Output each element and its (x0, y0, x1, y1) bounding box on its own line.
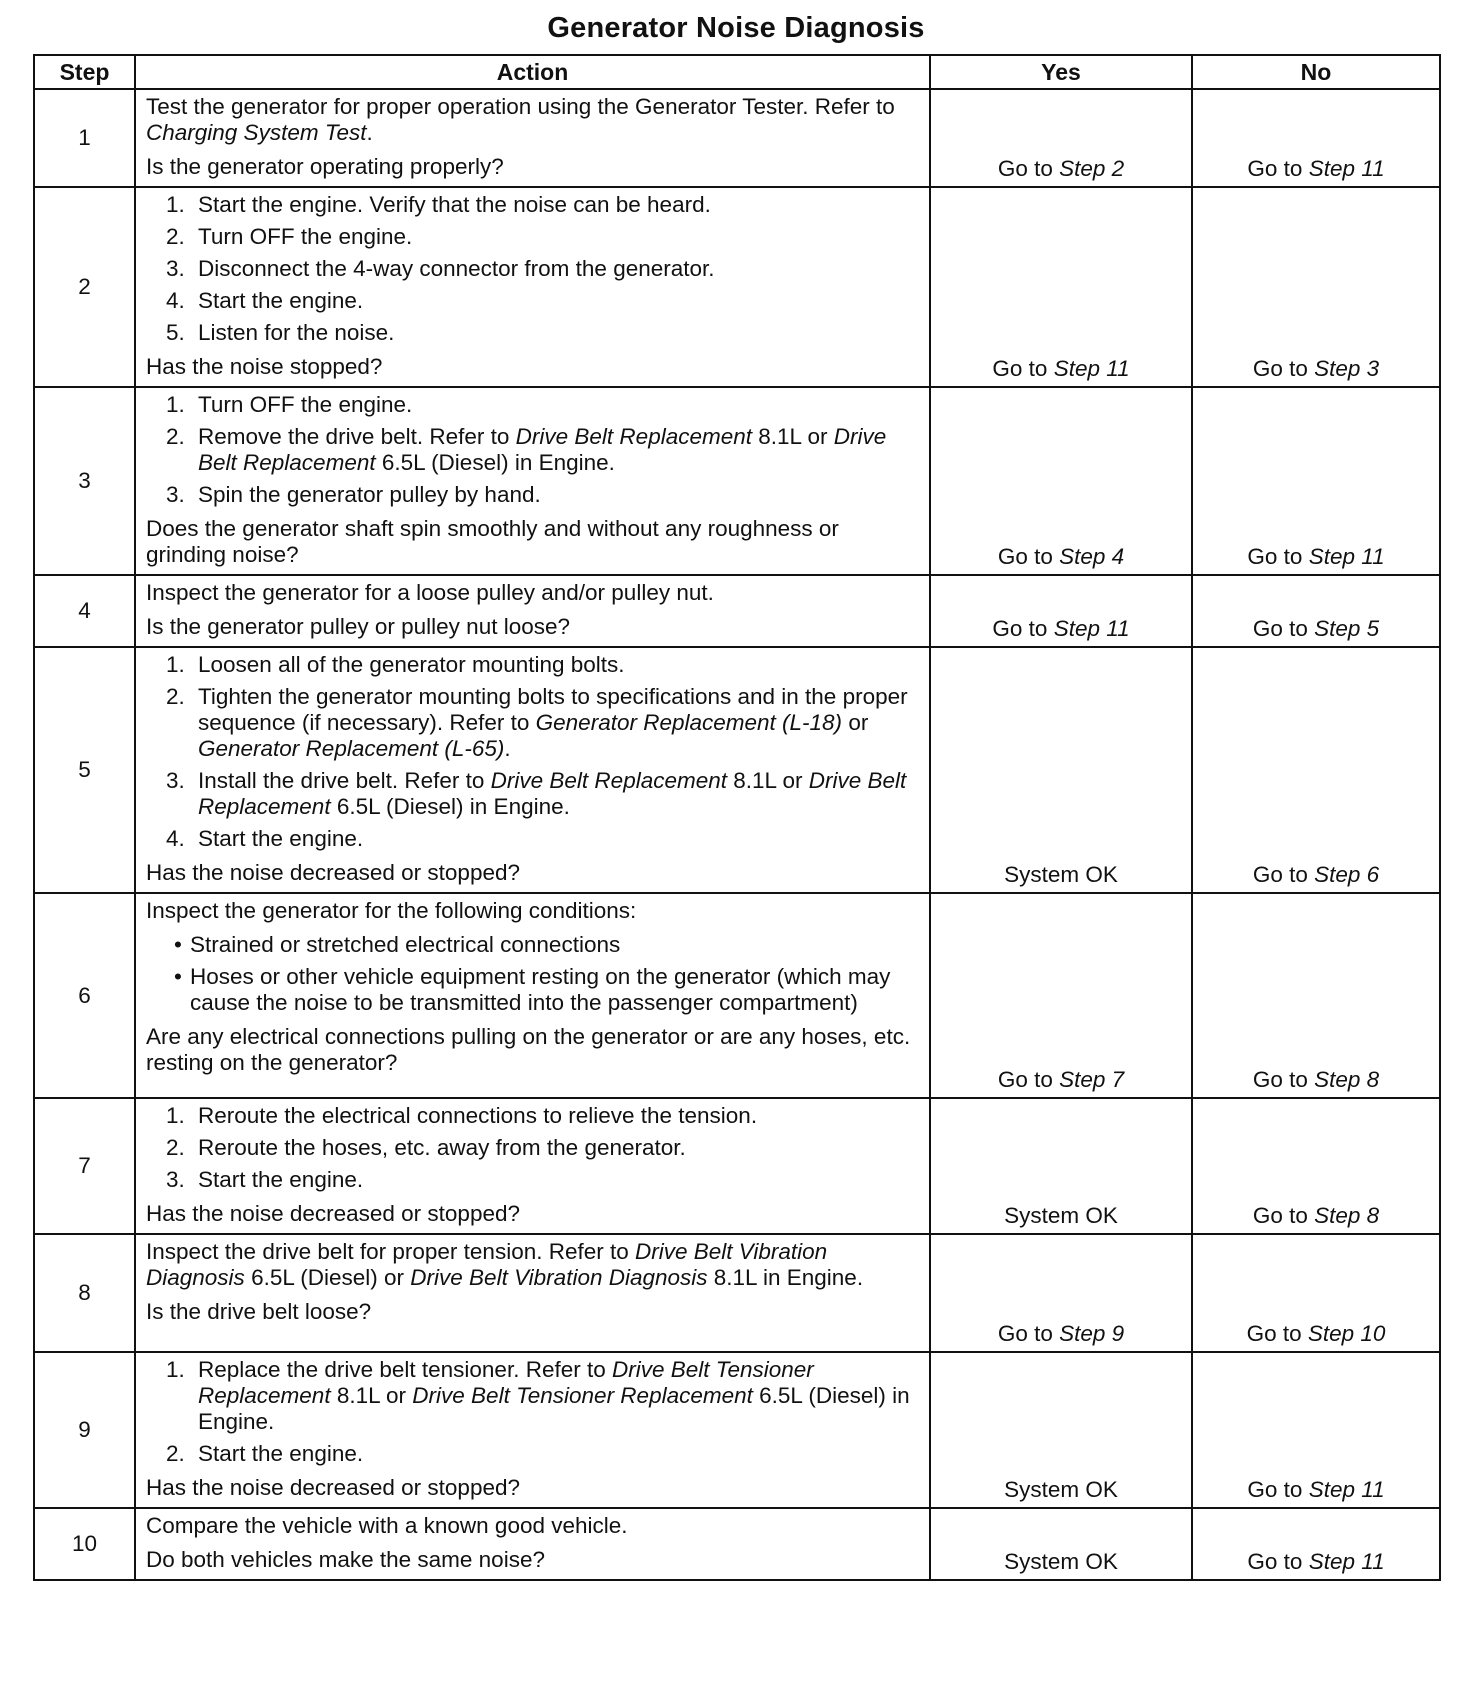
yes-result-cell (930, 1508, 1192, 1580)
item-number: 2. (166, 224, 185, 249)
action-cell (135, 1352, 930, 1508)
text-segment: Start the engine. Verify that the noise can be heard. (198, 192, 711, 217)
item-text (198, 826, 919, 852)
text-segment: Compare the vehicle with a known good vehicle. (146, 1513, 628, 1538)
text-segment: 6.5L (Diesel) in Engine. (375, 450, 615, 475)
table-body (34, 89, 1440, 1580)
item-text (198, 1357, 919, 1435)
result-prefix: Go to (997, 1067, 1060, 1092)
table-row (34, 893, 1440, 1098)
item-text (198, 256, 919, 282)
list-item (166, 1357, 919, 1435)
action-paragraph (146, 354, 919, 380)
step-reference: Step 7 (1059, 1067, 1125, 1092)
list-item (166, 652, 919, 678)
item-number: 2. (166, 424, 185, 449)
result-prefix: System OK (1004, 1549, 1118, 1574)
step-number-cell: 3 (34, 387, 135, 575)
action-cell (135, 387, 930, 575)
action-paragraph (146, 154, 919, 180)
table-row (34, 575, 1440, 647)
item-number: 1. (166, 652, 185, 677)
item-number: 3. (166, 1167, 185, 1192)
step-number-cell: 5 (34, 647, 135, 893)
step-reference: Step 11 (1308, 1549, 1385, 1574)
result-prefix: Go to (992, 616, 1054, 641)
result-prefix: Go to (997, 1321, 1060, 1346)
list-item (166, 826, 919, 852)
item-number: 3. (166, 256, 185, 281)
text-segment: Reroute the hoses, etc. away from the generator. (198, 1135, 686, 1160)
item-text (198, 1167, 919, 1193)
text-segment: or (842, 710, 869, 735)
result-prefix: Go to (997, 544, 1060, 569)
reference-text: Drive Belt Replacement (198, 768, 907, 819)
numbered-list (146, 1357, 919, 1467)
step-reference: Step 11 (1308, 156, 1385, 181)
result-prefix: Go to (1247, 544, 1309, 569)
result-prefix: Go to (1247, 1549, 1309, 1574)
no-result-cell (1192, 1352, 1440, 1508)
item-text (198, 482, 919, 508)
text-segment: 8.1L or (727, 768, 809, 793)
text-segment: Start the engine. (198, 1167, 364, 1192)
text-segment: Does the generator shaft spin smoothly and without any roughness or grinding noise? (146, 516, 839, 567)
text-segment: Are any electrical connections pulling on the generator or are any hoses, etc. resting on the generator? (146, 1024, 911, 1075)
list-item (174, 932, 919, 958)
text-segment: Tighten the generator mounting bolts to specifications and in the proper sequence (if necessary). Refer to (198, 684, 908, 735)
item-text (198, 224, 919, 250)
text-segment: 6.5L (Diesel) in Engine. (198, 1383, 910, 1434)
reference-text: Drive Belt Replacement (198, 424, 887, 475)
numbered-list (146, 392, 919, 508)
action-paragraph (146, 516, 919, 568)
list-item (166, 1441, 919, 1467)
text-segment: 6.5L (Diesel) or (244, 1265, 411, 1290)
table-row (34, 1234, 1440, 1352)
yes-result-cell (930, 89, 1192, 187)
result-prefix: Go to (1252, 862, 1315, 887)
yes-result-cell (930, 1098, 1192, 1234)
text-segment: Loosen all of the generator mounting bolts. (198, 652, 625, 677)
item-text (190, 932, 919, 958)
result-prefix: Go to (1252, 356, 1315, 381)
action-cell (135, 893, 930, 1098)
reference-text: Drive Belt Replacement (490, 768, 728, 793)
text-segment: Strained or stretched electrical connections (190, 932, 621, 957)
list-item (166, 1167, 919, 1193)
list-item (166, 192, 919, 218)
result-prefix: Go to (1252, 616, 1315, 641)
step-reference: Step 8 (1314, 1067, 1380, 1092)
table-row (34, 187, 1440, 387)
item-number: 2. (166, 1135, 185, 1160)
item-number: 1. (166, 1357, 185, 1382)
step-reference: Step 6 (1314, 862, 1380, 887)
text-segment: Replace the drive belt tensioner. Refer to (198, 1357, 612, 1382)
step-reference: Step 10 (1307, 1321, 1386, 1346)
action-paragraph (146, 1513, 919, 1539)
action-cell (135, 647, 930, 893)
item-number: 4. (166, 288, 185, 313)
text-segment: Inspect the drive belt for proper tension. Refer to (146, 1239, 636, 1264)
list-item (166, 1135, 919, 1161)
item-number: 2. (166, 684, 185, 709)
step-reference: Step 11 (1053, 356, 1130, 381)
list-item (166, 392, 919, 418)
result-prefix: Go to (1247, 156, 1309, 181)
reference-text: Drive Belt Vibration Diagnosis (146, 1239, 828, 1290)
item-text (198, 192, 919, 218)
step-reference: Step 3 (1314, 356, 1380, 381)
item-number: 5. (166, 320, 185, 345)
action-cell (135, 1508, 930, 1580)
no-result-cell (1192, 89, 1440, 187)
text-segment: . (504, 736, 511, 761)
item-text (198, 684, 919, 762)
item-number: 1. (166, 392, 185, 417)
reference-text: Generator Replacement (L-65) (198, 736, 505, 761)
step-number-cell: 6 (34, 893, 135, 1098)
item-text (190, 964, 919, 1016)
text-segment: Spin the generator pulley by hand. (198, 482, 541, 507)
text-segment: 6.5L (Diesel) in Engine. (330, 794, 570, 819)
item-number: 2. (166, 1441, 185, 1466)
text-segment: Is the drive belt loose? (146, 1299, 372, 1324)
step-number-cell: 8 (34, 1234, 135, 1352)
item-text (198, 768, 919, 820)
bullet-icon: • (174, 964, 182, 989)
list-item (166, 320, 919, 346)
reference-text: Generator Replacement (L-18) (535, 710, 843, 735)
item-number: 1. (166, 1103, 185, 1128)
no-result-cell (1192, 187, 1440, 387)
result-prefix: System OK (1004, 1203, 1118, 1228)
yes-result-cell (930, 647, 1192, 893)
action-paragraph (146, 94, 919, 146)
table-row (34, 1352, 1440, 1508)
list-item (166, 684, 919, 762)
text-segment: Do both vehicles make the same noise? (146, 1547, 545, 1572)
result-prefix: Go to (1247, 1477, 1309, 1502)
text-segment: 8.1L in Engine. (707, 1265, 864, 1290)
result-prefix: System OK (1004, 1477, 1118, 1502)
action-cell (135, 89, 930, 187)
text-segment: Disconnect the 4-way connector from the generator. (198, 256, 715, 281)
no-result-cell (1192, 1234, 1440, 1352)
header-no: No (1192, 55, 1440, 89)
text-segment: Inspect the generator for the following conditions: (146, 898, 637, 923)
result-prefix: Go to (997, 156, 1060, 181)
no-result-cell (1192, 647, 1440, 893)
action-paragraph (146, 1475, 919, 1501)
step-number-cell: 1 (34, 89, 135, 187)
step-reference: Step 11 (1308, 544, 1385, 569)
table-row (34, 387, 1440, 575)
text-segment: 8.1L or (330, 1383, 413, 1408)
list-item (166, 224, 919, 250)
table-row (34, 1098, 1440, 1234)
text-segment: Has the noise decreased or stopped? (146, 1475, 520, 1500)
table-row (34, 89, 1440, 187)
action-paragraph (146, 1239, 919, 1291)
text-segment: Start the engine. (198, 288, 364, 313)
item-number: 3. (166, 768, 185, 793)
no-result-cell (1192, 575, 1440, 647)
text-segment: Has the noise decreased or stopped? (146, 1201, 520, 1226)
step-reference: Step 11 (1053, 616, 1130, 641)
list-item (166, 768, 919, 820)
yes-result-cell (930, 575, 1192, 647)
text-segment: Start the engine. (198, 826, 364, 851)
text-segment: Hoses or other vehicle equipment resting on the generator (which may cause the noise to be transmitted into the passenger compartment) (190, 964, 891, 1015)
text-segment: Reroute the electrical connections to relieve the tension. (198, 1103, 758, 1128)
step-reference: Step 4 (1059, 544, 1125, 569)
action-cell (135, 187, 930, 387)
action-paragraph (146, 580, 919, 606)
numbered-list (146, 192, 919, 346)
table-header-row (34, 55, 1440, 89)
result-prefix: Go to (1252, 1067, 1315, 1092)
item-number: 4. (166, 826, 185, 851)
action-cell (135, 1234, 930, 1352)
text-segment: Remove the drive belt. Refer to (198, 424, 516, 449)
table-row (34, 647, 1440, 893)
step-reference: Step 9 (1059, 1321, 1125, 1346)
action-paragraph (146, 898, 919, 924)
text-segment: Is the generator pulley or pulley nut loose? (146, 614, 571, 639)
numbered-list (146, 652, 919, 852)
yes-result-cell (930, 1234, 1192, 1352)
bullet-icon: • (174, 932, 182, 957)
item-text (198, 392, 919, 418)
text-segment: Has the noise decreased or stopped? (146, 860, 520, 885)
action-paragraph (146, 614, 919, 640)
text-segment: Has the noise stopped? (146, 354, 383, 379)
item-text (198, 1441, 919, 1467)
reference-text: Drive Belt Tensioner Replacement (198, 1357, 814, 1408)
action-paragraph (146, 1201, 919, 1227)
step-reference: Step 5 (1314, 616, 1380, 641)
item-text (198, 424, 919, 476)
reference-text: Drive Belt Replacement (515, 424, 753, 449)
yes-result-cell (930, 1352, 1192, 1508)
text-segment: Install the drive belt. Refer to (198, 768, 491, 793)
action-paragraph (146, 860, 919, 886)
action-paragraph (146, 1024, 919, 1076)
step-number-cell: 7 (34, 1098, 135, 1234)
reference-text: Drive Belt Tensioner Replacement (412, 1383, 753, 1408)
step-reference: Step 8 (1314, 1203, 1380, 1228)
result-prefix: Go to (1246, 1321, 1308, 1346)
list-item (166, 424, 919, 476)
text-segment: Turn OFF the engine. (198, 224, 413, 249)
result-prefix: Go to (1252, 1203, 1315, 1228)
text-segment: Start the engine. (198, 1441, 364, 1466)
item-text (198, 320, 919, 346)
item-text (198, 1135, 919, 1161)
text-segment: Listen for the noise. (198, 320, 395, 345)
yes-result-cell (930, 187, 1192, 387)
yes-result-cell (930, 387, 1192, 575)
no-result-cell (1192, 893, 1440, 1098)
step-number-cell: 10 (34, 1508, 135, 1580)
item-text (198, 652, 919, 678)
action-cell (135, 1098, 930, 1234)
list-item (166, 288, 919, 314)
text-segment: . (366, 120, 373, 145)
text-segment: Turn OFF the engine. (198, 392, 413, 417)
item-number: 1. (166, 192, 185, 217)
step-number-cell: 2 (34, 187, 135, 387)
reference-text: Drive Belt Vibration Diagnosis (410, 1265, 708, 1290)
text-segment: Test the generator for proper operation using the Generator Tester. Refer to (146, 94, 895, 119)
action-paragraph (146, 1547, 919, 1573)
numbered-list (146, 1103, 919, 1193)
list-item (174, 964, 919, 1016)
list-item (166, 1103, 919, 1129)
list-item (166, 256, 919, 282)
list-item (166, 482, 919, 508)
item-number: 3. (166, 482, 185, 507)
table-row (34, 1508, 1440, 1580)
result-prefix: System OK (1004, 862, 1118, 887)
no-result-cell (1192, 387, 1440, 575)
step-reference: Step 2 (1059, 156, 1125, 181)
text-segment: Inspect the generator for a loose pulley and/or pulley nut. (146, 580, 714, 605)
action-cell (135, 575, 930, 647)
bullet-list (146, 932, 919, 1016)
item-text (198, 1103, 919, 1129)
text-segment: 8.1L or (752, 424, 834, 449)
item-text (198, 288, 919, 314)
no-result-cell (1192, 1098, 1440, 1234)
text-segment: Is the generator operating properly? (146, 154, 504, 179)
yes-result-cell (930, 893, 1192, 1098)
reference-text: Charging System Test (146, 120, 367, 145)
action-paragraph (146, 1299, 919, 1325)
no-result-cell (1192, 1508, 1440, 1580)
header-action: Action (135, 55, 930, 89)
result-prefix: Go to (992, 356, 1054, 381)
step-reference: Step 11 (1308, 1477, 1385, 1502)
header-yes: Yes (930, 55, 1192, 89)
header-step: Step (34, 55, 135, 89)
step-number-cell: 4 (34, 575, 135, 647)
diagnosis-table (33, 54, 1441, 1581)
document-title: Generator Noise Diagnosis (547, 12, 925, 44)
step-number-cell: 9 (34, 1352, 135, 1508)
